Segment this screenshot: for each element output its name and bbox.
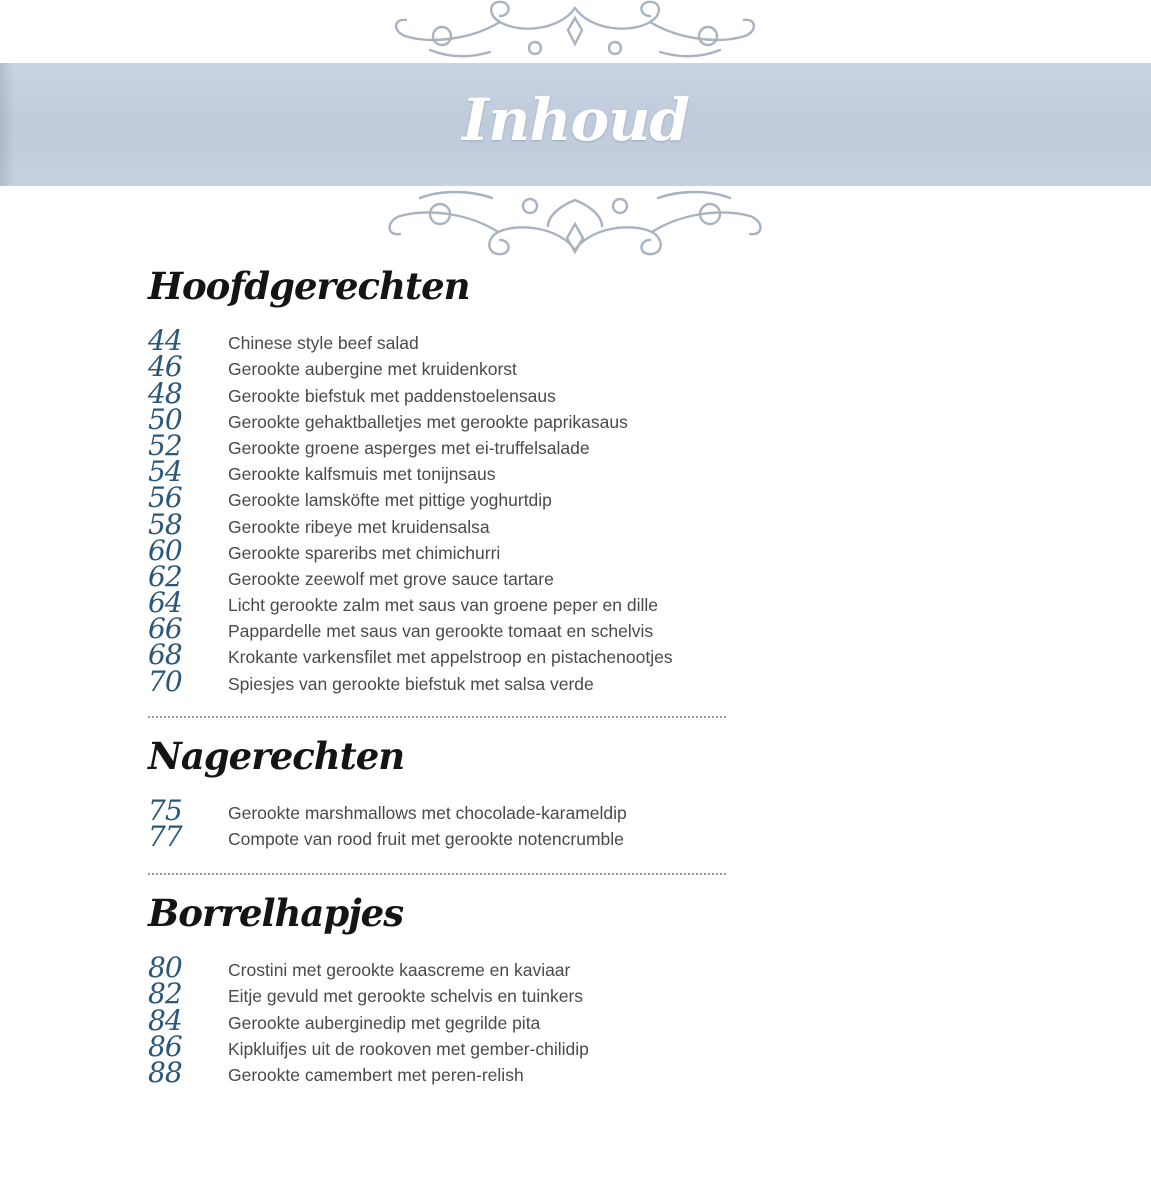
page-number: 50	[148, 402, 182, 436]
toc-entry[interactable]	[148, 1029, 728, 1063]
recipe-title: Gerookte biefstuk met paddenstoelensaus	[228, 385, 556, 406]
recipe-title: Spiesjes van gerookte biefstuk met salsa verde	[228, 673, 594, 694]
toc-entry[interactable]	[148, 376, 728, 410]
recipe-title: Eitje gevuld met gerookte schelvis en tuinkers	[228, 986, 584, 1007]
toc-entry[interactable]	[148, 612, 728, 646]
page-number: 64	[148, 586, 182, 620]
recipe-title: Gerookte ribeye met kruidensalsa	[228, 516, 490, 537]
recipe-title: Gerookte aubergine met kruidenkorst	[228, 359, 517, 380]
toc-entry[interactable]	[148, 455, 728, 489]
section-hoofdgerechten	[148, 264, 728, 698]
entry-list	[148, 794, 728, 854]
recipe-title: Chinese style beef salad	[228, 333, 419, 354]
section-borrelhapjes	[148, 891, 728, 1089]
page-number: 82	[148, 977, 182, 1011]
toc-entry[interactable]	[148, 1003, 728, 1037]
recipe-title: Gerookte spareribs met chimichurri	[228, 542, 501, 563]
page-title: Inhoud	[462, 86, 689, 154]
recipe-title: Gerookte lamsköfte met pittige yoghurtdip	[228, 490, 552, 511]
page-number: 60	[148, 533, 182, 567]
section-title: Nagerechten	[148, 734, 405, 778]
page-number: 58	[148, 507, 182, 541]
recipe-title: Compote van rood fruit met gerookte notencrumble	[228, 829, 624, 850]
section-nagerechten	[148, 734, 728, 854]
entry-list	[148, 951, 728, 1089]
entry-list	[148, 324, 728, 698]
toc-entry[interactable]	[148, 481, 728, 515]
page-number: 62	[148, 559, 182, 593]
toc-entry[interactable]	[148, 977, 728, 1011]
section-title: Borrelhapjes	[148, 891, 404, 935]
recipe-title: Licht gerookte zalm met saus van groene peper en dille	[228, 595, 658, 616]
recipe-title: Krokante varkensfilet met appelstroop en pistachenootjes	[228, 647, 673, 668]
page-number: 75	[148, 794, 182, 828]
recipe-title: Gerookte kalfsmuis met tonijnsaus	[228, 464, 496, 485]
page-number: 80	[148, 951, 182, 985]
toc-entry[interactable]	[148, 507, 728, 541]
toc-entry[interactable]	[148, 402, 728, 436]
toc-entry[interactable]	[148, 533, 728, 567]
recipe-title: Pappardelle met saus van gerookte tomaat en schelvis	[228, 621, 654, 642]
recipe-title: Gerookte groene asperges met ei-truffelsalade	[228, 437, 590, 458]
toc-entry[interactable]	[148, 1055, 728, 1089]
toc-entry[interactable]	[148, 820, 728, 854]
toc-entry[interactable]	[148, 586, 728, 620]
page-number: 48	[148, 376, 182, 410]
page-number: 88	[148, 1055, 182, 1089]
section-divider	[148, 716, 726, 718]
page-number: 84	[148, 1003, 182, 1037]
toc-entry[interactable]	[148, 664, 728, 698]
page-number: 70	[148, 664, 182, 698]
toc-entry[interactable]	[148, 350, 728, 384]
toc-entry[interactable]	[148, 794, 728, 828]
recipe-title: Gerookte camembert met peren-relish	[228, 1064, 524, 1085]
recipe-title: Crostini met gerookte kaascreme en kaviaar	[228, 960, 571, 981]
recipe-title: Gerookte marshmallows met chocolade-karameldip	[228, 803, 627, 824]
page-number: 44	[148, 324, 182, 358]
toc-entry[interactable]	[148, 951, 728, 985]
toc-entry[interactable]	[148, 559, 728, 593]
page-number: 52	[148, 428, 182, 462]
section-title: Hoofdgerechten	[148, 264, 470, 308]
page-number: 56	[148, 481, 182, 515]
section-divider	[148, 873, 726, 875]
page-number: 68	[148, 638, 182, 672]
recipe-title: Gerookte zeewolf met grove sauce tartare	[228, 568, 554, 589]
page-number: 54	[148, 455, 182, 489]
recipe-title: Kipkluifjes uit de rookoven met gember-chilidip	[228, 1038, 589, 1059]
toc-entry[interactable]	[148, 324, 728, 358]
scroll-ornament-top-icon	[396, 2, 754, 56]
recipe-title: Gerookte auberginedip met gegrilde pita	[228, 1012, 541, 1033]
page-number: 77	[148, 820, 182, 854]
page-number: 66	[148, 612, 182, 646]
toc-entry[interactable]	[148, 428, 728, 462]
page-number: 86	[148, 1029, 182, 1063]
toc-entry[interactable]	[148, 638, 728, 672]
scroll-ornament-bottom-icon	[390, 192, 761, 254]
recipe-title: Gerookte gehaktballetjes met gerookte paprikasaus	[228, 411, 628, 432]
page-number: 46	[148, 350, 182, 384]
